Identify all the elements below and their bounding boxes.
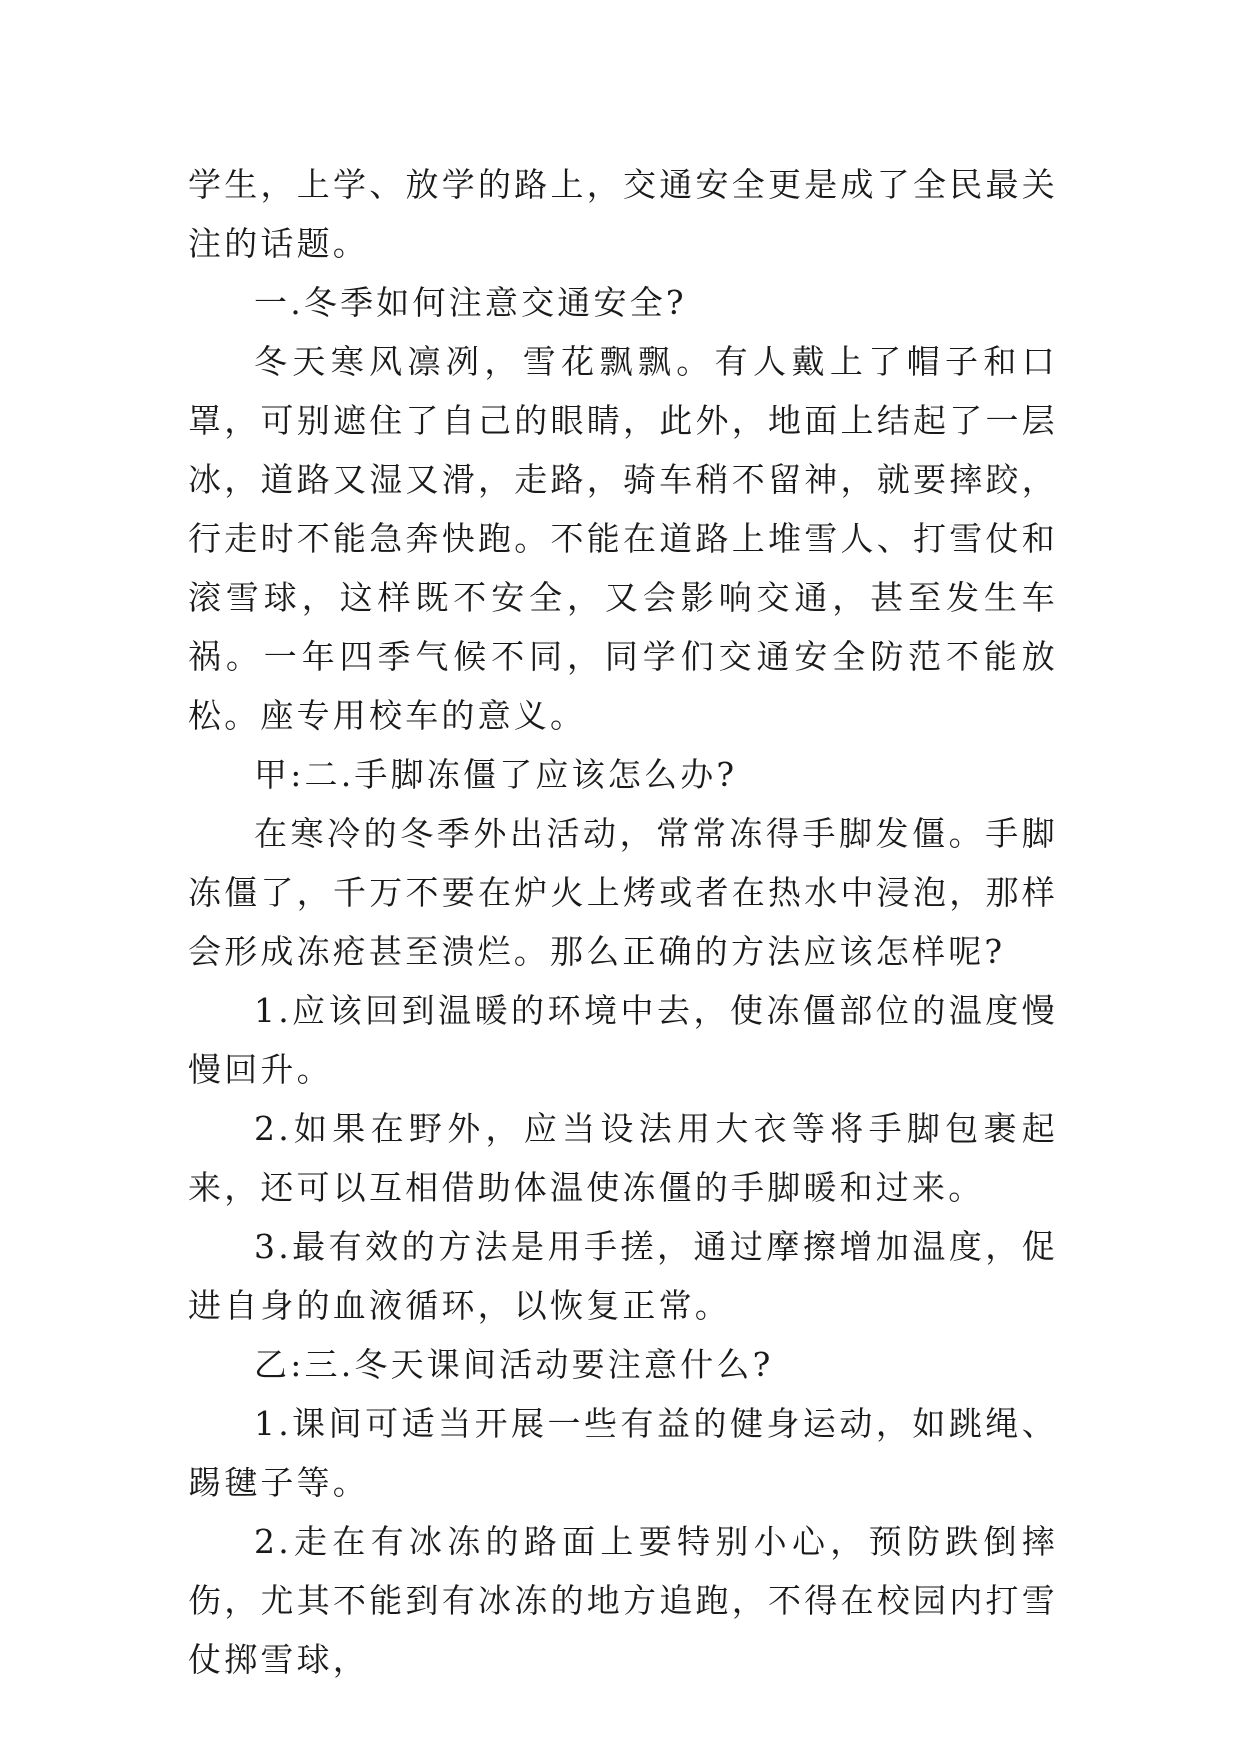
- document-body: [188, 155, 1058, 1689]
- list-item-2: 2.如果在野外，应当设法用大衣等将手脚包裹起来，还可以互相借助体温使冻僵的手脚暖和过来。: [188, 1109, 1058, 1207]
- list-item-recess-1: 1.课间可适当开展一些有益的健身运动，如跳绳、踢毽子等。: [188, 1404, 1058, 1502]
- list-item-recess-2: 2.走在有冰冻的路面上要特别小心，预防跌倒摔伤，尤其不能到有冰冻的地方追跑，不得在校园内打雪仗掷雪球，: [188, 1522, 1058, 1679]
- list-item-3: 3.最有效的方法是用手搓，通过摩擦增加温度，促进自身的血液循环，以恢复正常。: [188, 1227, 1058, 1325]
- section-heading-1: 一.冬季如何注意交通安全?: [254, 283, 687, 322]
- paragraph-frozen-limbs: 在寒冷的冬季外出活动，常常冻得手脚发僵。手脚冻僵了，千万不要在炉火上烤或者在热水中浸泡，那样会形成冻疮甚至溃烂。那么正确的方法应该怎样呢?: [188, 814, 1058, 971]
- section-heading-3: 乙:三.冬天课间活动要注意什么?: [254, 1345, 774, 1384]
- list-item-1: 1.应该回到温暖的环境中去，使冻僵部位的温度慢慢回升。: [188, 991, 1058, 1089]
- paragraph-winter-traffic: 冬天寒风凛冽，雪花飘飘。有人戴上了帽子和口罩，可别遮住了自己的眼睛，此外，地面上结起了一层冰，道路又湿又滑，走路，骑车稍不留神，就要摔跤，行走时不能急奔快跑。不能在道路上堆雪人、打雪仗和滚雪球，这样既不安全，又会影响交通，甚至发生车祸。一年四季气候不同，同学们交通安全防范不能放松。座专用校车的意义。: [188, 342, 1058, 735]
- section-heading-2: 甲:二.手脚冻僵了应该怎么办?: [254, 755, 738, 794]
- paragraph-continuation: 学生，上学、放学的路上，交通安全更是成了全民最关注的话题。: [188, 165, 1058, 263]
